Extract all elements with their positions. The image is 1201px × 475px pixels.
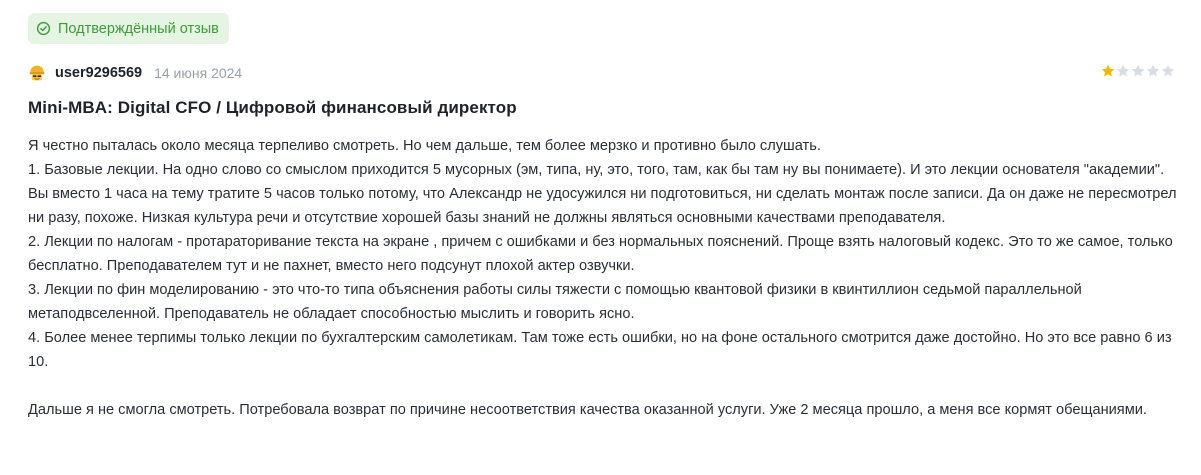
review-body [28, 134, 1178, 422]
review-paragraph: 3. Лекции по фин моделированию - это что-то типа объяснения работы силы тяжести с помощью квантовой физики в квинтиллион седьмой параллельной метаподвселенной. Преподаватель не обладает способностью мыслить и говорить ясно. [28, 282, 1082, 322]
check-circle-icon [36, 21, 51, 36]
star-icon [1101, 64, 1115, 78]
star-icon [1131, 64, 1145, 78]
review-meta [28, 62, 242, 84]
review-paragraph: 1. Базовые лекции. На одно слово со смыслом приходится 5 мусорных (эм, типа, ну, это, того, там, как бы там ну вы понимаете). И это лекции основателя "академии". Вы вместо 1 часа на тему тратите 5 часов только потому, что Александр не удосужился ни подготовиться, ни сделать монтаж после записи. Да он даже не пересмотрел ни разу, похоже. Низкая культура речи и отсутствие хорошей базы знаний не должны являться основными качествами преподавателя. [28, 162, 1177, 226]
review-username[interactable]: user9296569 [55, 65, 143, 81]
star-rating [1101, 64, 1175, 78]
star-icon [1161, 64, 1175, 78]
paragraph-spacer [28, 374, 1178, 398]
verified-review-badge [28, 13, 229, 44]
emoji-avatar-icon [28, 64, 46, 82]
review-date: 14 июня 2024 [154, 65, 243, 81]
review-paragraph: Я честно пыталась около месяца терпеливо смотреть. Но чем дальше, тем более мерзко и противно было слушать. [28, 138, 821, 154]
review-paragraph: 2. Лекции по налогам - протараторивание текста на экране , причем с ошибками и без нормальных пояснений. Проще взять налоговый кодекс. Это то же самое, только бесплатно. Преподавателем тут и не пахнет, вместо него подсунут плохой актер озвучки. [28, 234, 1173, 274]
verified-review-label: Подтверждённый отзыв [58, 20, 219, 37]
star-icon [1116, 64, 1130, 78]
star-icon [1146, 64, 1160, 78]
review-title: Mini-MBA: Digital CFO / Цифровой финансовый директор [28, 98, 517, 117]
review-paragraph: 4. Более менее терпимы только лекции по бухгалтерским самолетикам. Там тоже есть ошибки, но на фоне остального смотрится даже достойно. Но это все равно 6 из 10. [28, 330, 1172, 370]
review-paragraph: Дальше я не смогла смотреть. Потребовала возврат по причине несоответствия качества оказанной услуги. Уже 2 месяца прошло, а меня все кормят обещаниями. [28, 402, 1147, 418]
